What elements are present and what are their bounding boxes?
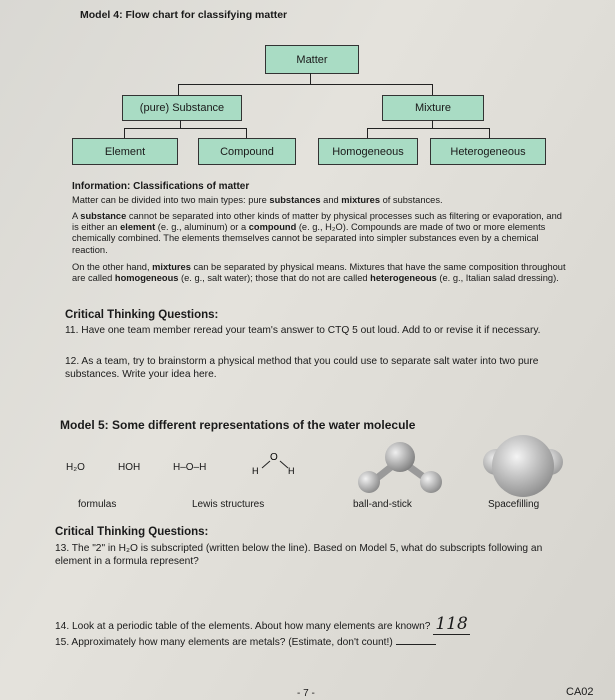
matter-box: Matter <box>265 45 359 74</box>
model5-title: Model 5: Some different representations of the water molecule <box>60 418 416 432</box>
caption-formulas: formulas <box>78 499 117 510</box>
caption-lewis: Lewis structures <box>192 499 265 510</box>
info-paragraph-1: Matter can be divided into two main types: pure substances and mixtures of substances. <box>72 195 443 205</box>
question-15: 15. Approximately how many elements are metals? (Estimate, don't count!) <box>55 637 436 650</box>
connector-line <box>432 84 433 95</box>
caption-spacefilling: Spacefilling <box>488 499 540 510</box>
formula-hoh: HOH <box>118 462 141 473</box>
formula-h-o-h: H–O–H <box>173 462 207 473</box>
connector-line <box>178 84 432 85</box>
page-code: CA02 <box>566 686 594 698</box>
structure-h-right: H <box>288 466 295 476</box>
connector-line <box>124 128 246 129</box>
mixture-box: Mixture <box>382 95 484 121</box>
page-number: - 7 - <box>297 688 315 699</box>
connector-line <box>489 128 490 138</box>
info-heading: Information: Classifications of matter <box>72 181 250 192</box>
ball-and-stick-model <box>345 430 455 500</box>
info-paragraph-2: A substance cannot be separated into other kinds of matter by physical processes such as filtering or evaporation, and is either an element (e. g., aluminum) or a compound (e. g., H₂O). Compounds are made of two or more elements chemically combined. The elements themselves cannot be separated into simpler substances even by a chemical reaction. <box>72 211 562 255</box>
connector-line <box>367 128 368 138</box>
connector-line <box>367 128 489 129</box>
question-11: 11. Have one team member reread your team's answer to CTQ 5 out loud. Add to or revise it if necessary. <box>65 325 541 336</box>
answer-line-15 <box>396 644 436 645</box>
connector-line <box>246 128 247 138</box>
heterogeneous-box: Heterogeneous <box>430 138 546 165</box>
connector-line <box>178 84 179 95</box>
structure-h-left: H <box>252 466 259 476</box>
formula-h2o: H₂O <box>66 462 85 473</box>
bent-structure-diagram <box>250 446 302 482</box>
spacefilling-model <box>482 428 564 500</box>
compound-box: Compound <box>198 138 296 165</box>
ctq-heading-2: Critical Thinking Questions: <box>55 526 209 538</box>
caption-ball-and-stick: ball-and-stick <box>353 499 412 510</box>
structure-o: O <box>270 452 278 463</box>
question-12: 12. As a team, try to brainstorm a physical method that you could use to separate salt water into two pure substances. Write your idea here. <box>65 356 539 380</box>
answer-14: 118 <box>435 614 468 634</box>
ctq-heading: Critical Thinking Questions: <box>65 309 219 321</box>
homogeneous-box: Homogeneous <box>318 138 418 165</box>
substance-box: (pure) Substance <box>122 95 242 121</box>
model4-title: Model 4: Flow chart for classifying matter <box>80 9 288 21</box>
element-box: Element <box>72 138 178 165</box>
connector-line <box>124 128 125 138</box>
info-paragraph-3: On the other hand, mixtures can be separated by physical means. Mixtures that have the same composition throughout are called homogeneous (e. g., salt water); those that do not are called heterogeneous (e. g., Italian salad dressing). <box>72 262 566 284</box>
question-14: 14. Look at a periodic table of the elements. About how many elements are known? 118 <box>55 614 468 634</box>
question-13: 13. The "2" in H₂O is subscripted (written below the line). Based on Model 5, what do subscripts following an element in a formula represent? <box>55 543 543 567</box>
